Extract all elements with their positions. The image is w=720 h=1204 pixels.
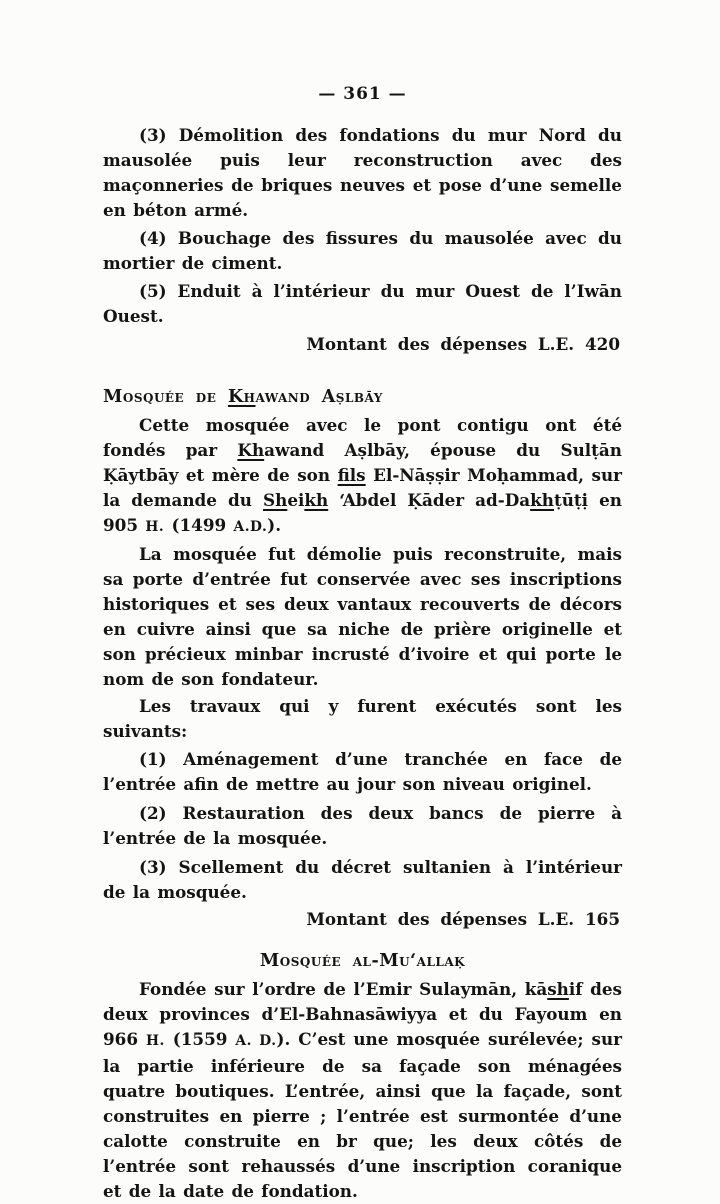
underlined-digraph: sh xyxy=(547,979,569,999)
text-segment: El-Nāṣṣir Moḥammad, sur la demande du xyxy=(103,465,622,510)
text-segment: if des deux provinces d’El-Bahnasāwiyya et du Fayoum en 966 xyxy=(103,979,622,1049)
era-abbreviation: A.D. xyxy=(233,519,268,535)
page-number: — 361 — xyxy=(318,84,407,104)
section-heading-muallak: Mosquée al-Mu‘allaḳ xyxy=(259,951,466,971)
underlined-digraph: kh xyxy=(304,490,329,510)
era-abbreviation: H. xyxy=(146,1033,165,1049)
work-item-3-mausoleum: (3) Démolition des fondations du mur Nord du mausolée puis leur reconstruction avec des maçonneries de briques neuves et pose d’une semelle en béton armé. xyxy=(103,125,622,220)
text-block xyxy=(103,82,622,1204)
text-segment: ṭūṭị en 905 xyxy=(103,490,622,535)
underlined-digraph: Kh xyxy=(237,440,265,460)
text-segment: Cette mosquée avec le pont contigu ont été fondés par xyxy=(103,415,622,460)
heading-text: awand Aṣlbāy xyxy=(255,387,383,407)
text-segment: Fondée sur l’ordre de l’Emir Sulaymān, kā xyxy=(139,979,548,999)
text-segment: ). xyxy=(267,515,282,535)
era-abbreviation: H. xyxy=(145,519,165,535)
underlined-word: fils xyxy=(337,465,366,485)
khawand-founding-paragraph xyxy=(103,413,622,540)
underlined-digraph: kh xyxy=(530,490,554,510)
era-abbreviation: A. D. xyxy=(235,1033,277,1049)
khawand-work-item-2: (2) Restauration des deux bancs de pierre à l’entrée de la mosquée. xyxy=(103,803,622,848)
work-item-5-mausoleum: (5) Enduit à l’intérieur du mur Ouest de l’Iwān Ouest. xyxy=(103,281,622,326)
text-segment: ei xyxy=(287,490,305,510)
text-segment: ). C’est une mosquée surélevée; sur la partie inférieure de sa façade son ménagées quatre boutiques. L’entrée, ainsi que la façade, sont construites en pierre ; l’entrée est surmontée d’une calotte construite en br que; les deux côtés de l’entrée sont rehaussés d’une inscription coranique et de la date de fondation. xyxy=(103,1029,622,1201)
khawand-restoration-paragraph: La mosquée fut démolie puis reconstruite, mais sa porte d’entrée fut conservée avec ses inscriptions historiques et ses deux vantaux recouverts de décors en cuivre ainsi que sa niche de prière originelle et son précieux minbar incrusté d’ivoire et qui porte le nom de son fondateur. xyxy=(103,544,622,689)
expenses-total-420: Montant des dépenses L.E. 420 xyxy=(306,334,620,354)
text-segment: (1559 xyxy=(164,1029,236,1049)
muallak-founding-paragraph xyxy=(103,977,622,1204)
text-segment: awand Aṣlbāy, épouse du Sulṭān Ḳāytbāy et mère de son xyxy=(103,440,622,485)
underlined-digraph: Kh xyxy=(227,387,256,407)
section-heading-khawand-aslbay xyxy=(103,384,622,410)
work-item-4-mausoleum: (4) Bouchage des fissures du mausolée avec du mortier de ciment. xyxy=(103,228,622,273)
expenses-total-165: Montant des dépenses L.E. 165 xyxy=(306,909,620,929)
text-segment: (1499 xyxy=(164,515,234,535)
heading-text: Mosquée de xyxy=(103,387,228,407)
khawand-work-item-1: (1) Aménagement d’une tranchée en face de l’entrée afin de mettre au jour son niveau originel. xyxy=(103,749,622,794)
underlined-digraph: Sh xyxy=(262,490,288,510)
text-segment: ‘Abdel Ḳāder ad-Da xyxy=(328,490,531,510)
khawand-work-item-3: (3) Scellement du décret sultanien à l’intérieur de la mosquée. xyxy=(103,857,622,902)
khawand-works-intro: Les travaux qui y furent exécutés sont les suivants: xyxy=(103,696,622,741)
